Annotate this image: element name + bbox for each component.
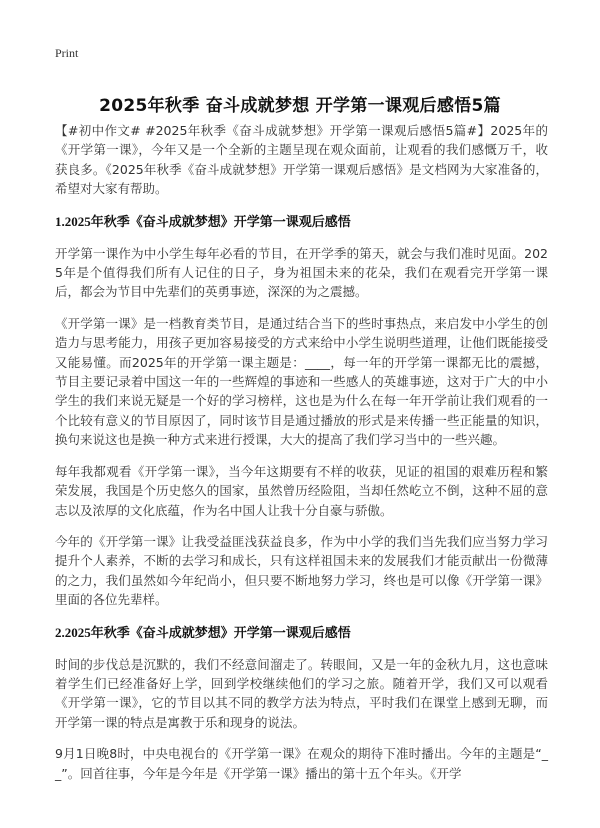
section-heading-1: 1.2025年秋季《奋斗成就梦想》开学第一课观后感悟 xyxy=(55,213,351,229)
article-body xyxy=(55,121,548,795)
intro-paragraph: 【#初中作文# #2025年秋季《奋斗成就梦想》开学第一课观后感悟5篇#】2025年的《开学第一课》，今年又是一个全新的主题呈现在观众面前，让观看的我们感慨万千，收获良多。《2025年秋季《奋斗成就梦想》开学第一课观后感悟》是文档网为大家准备的，希望对大家有帮助。 xyxy=(55,123,548,197)
section-1-paragraph-4: 今年的《开学第一课》让我受益匪浅获益良多，作为中小学的我们当先我们应当努力学习提升个人素养，不断的去学习和成长，只有这样祖国未来的发展我们才能贡献出一份微薄的之力，我们虽然如今年纪尚小，但只要不断地努力学习，终也是可以像《开学第一课》里面的各位先辈样。 xyxy=(55,533,548,608)
section-2-paragraph-1: 时间的步伐总是沉默的，我们不经意间溜走了。转眼间，又是一年的金秋九月，这也意味着学生们已经准备好上学，回到学校继续他们的学习之旅。随着开学，我们又可以观看《开学第一课》，它的节目以其不同的教学方法为特点，平时我们在课堂上感到无聊，而开学第一课的特点是寓教于乐和现身的说法。 xyxy=(55,656,548,730)
section-heading-2: 2.2025年秋季《奋斗成就梦想》开学第一课观后感悟 xyxy=(55,624,351,640)
section-1-paragraph-3: 每年我都观看《开学第一课》，当今年这期要有不样的收获，见证的祖国的艰难历程和繁荣发展，我国是个历史悠久的国家，虽然曾历经险阻，当却任然屹立不倒，这种不屈的意志以及浓厚的文化底蕴，作为名中国人让我十分自豪与骄傲。 xyxy=(55,463,548,518)
print-link[interactable]: Print xyxy=(55,46,79,60)
page-title: 2025年秋季 奋斗成就梦想 开学第一课观后感悟5篇 xyxy=(99,96,501,117)
section-1-paragraph-2: 《开学第一课》是一档教育类节目，是通过结合当下的些时事热点，来启发中小学生的创造力与思考能力，用孩子更加容易接受的方式来给中小学生说明些道理，让他们既能接受又能易懂。而2025年的开学第一课主题是：____，每一年的开学第一课都无比的震撼，节目主要记录着中国这一年的一些辉煌的事迹和一些感人的英雄事迹，这对于广大的中小学生的我们来说无疑是一个好的学习榜样，这也是为什么在每一年开学前让我们观看的一个比较有意义的节目原因了，同时该节目是通过播放的形式是来传播一些正能量的知识，换句来说这也是换一种方式来进行授课，大大的提高了我们学习当中的一些兴趣。 xyxy=(55,315,548,448)
section-2-paragraph-2: 9月1日晚8时，中央电视台的《开学第一课》在观众的期待下准时播出。今年的主题是“__”。回首往事，今年是今年是《开学第一课》播出的第十五个年头。《开学 xyxy=(55,746,548,781)
section-1-paragraph-1: 开学第一课作为中小学生每年必看的节目，在开学季的第天，就会与我们准时见面。2025年是个值得我们所有人记住的日子，身为祖国未来的花朵，我们在观看完开学第一课后，都会为节目中先辈们的英勇事迹，深深的为之震撼。 xyxy=(55,245,548,300)
